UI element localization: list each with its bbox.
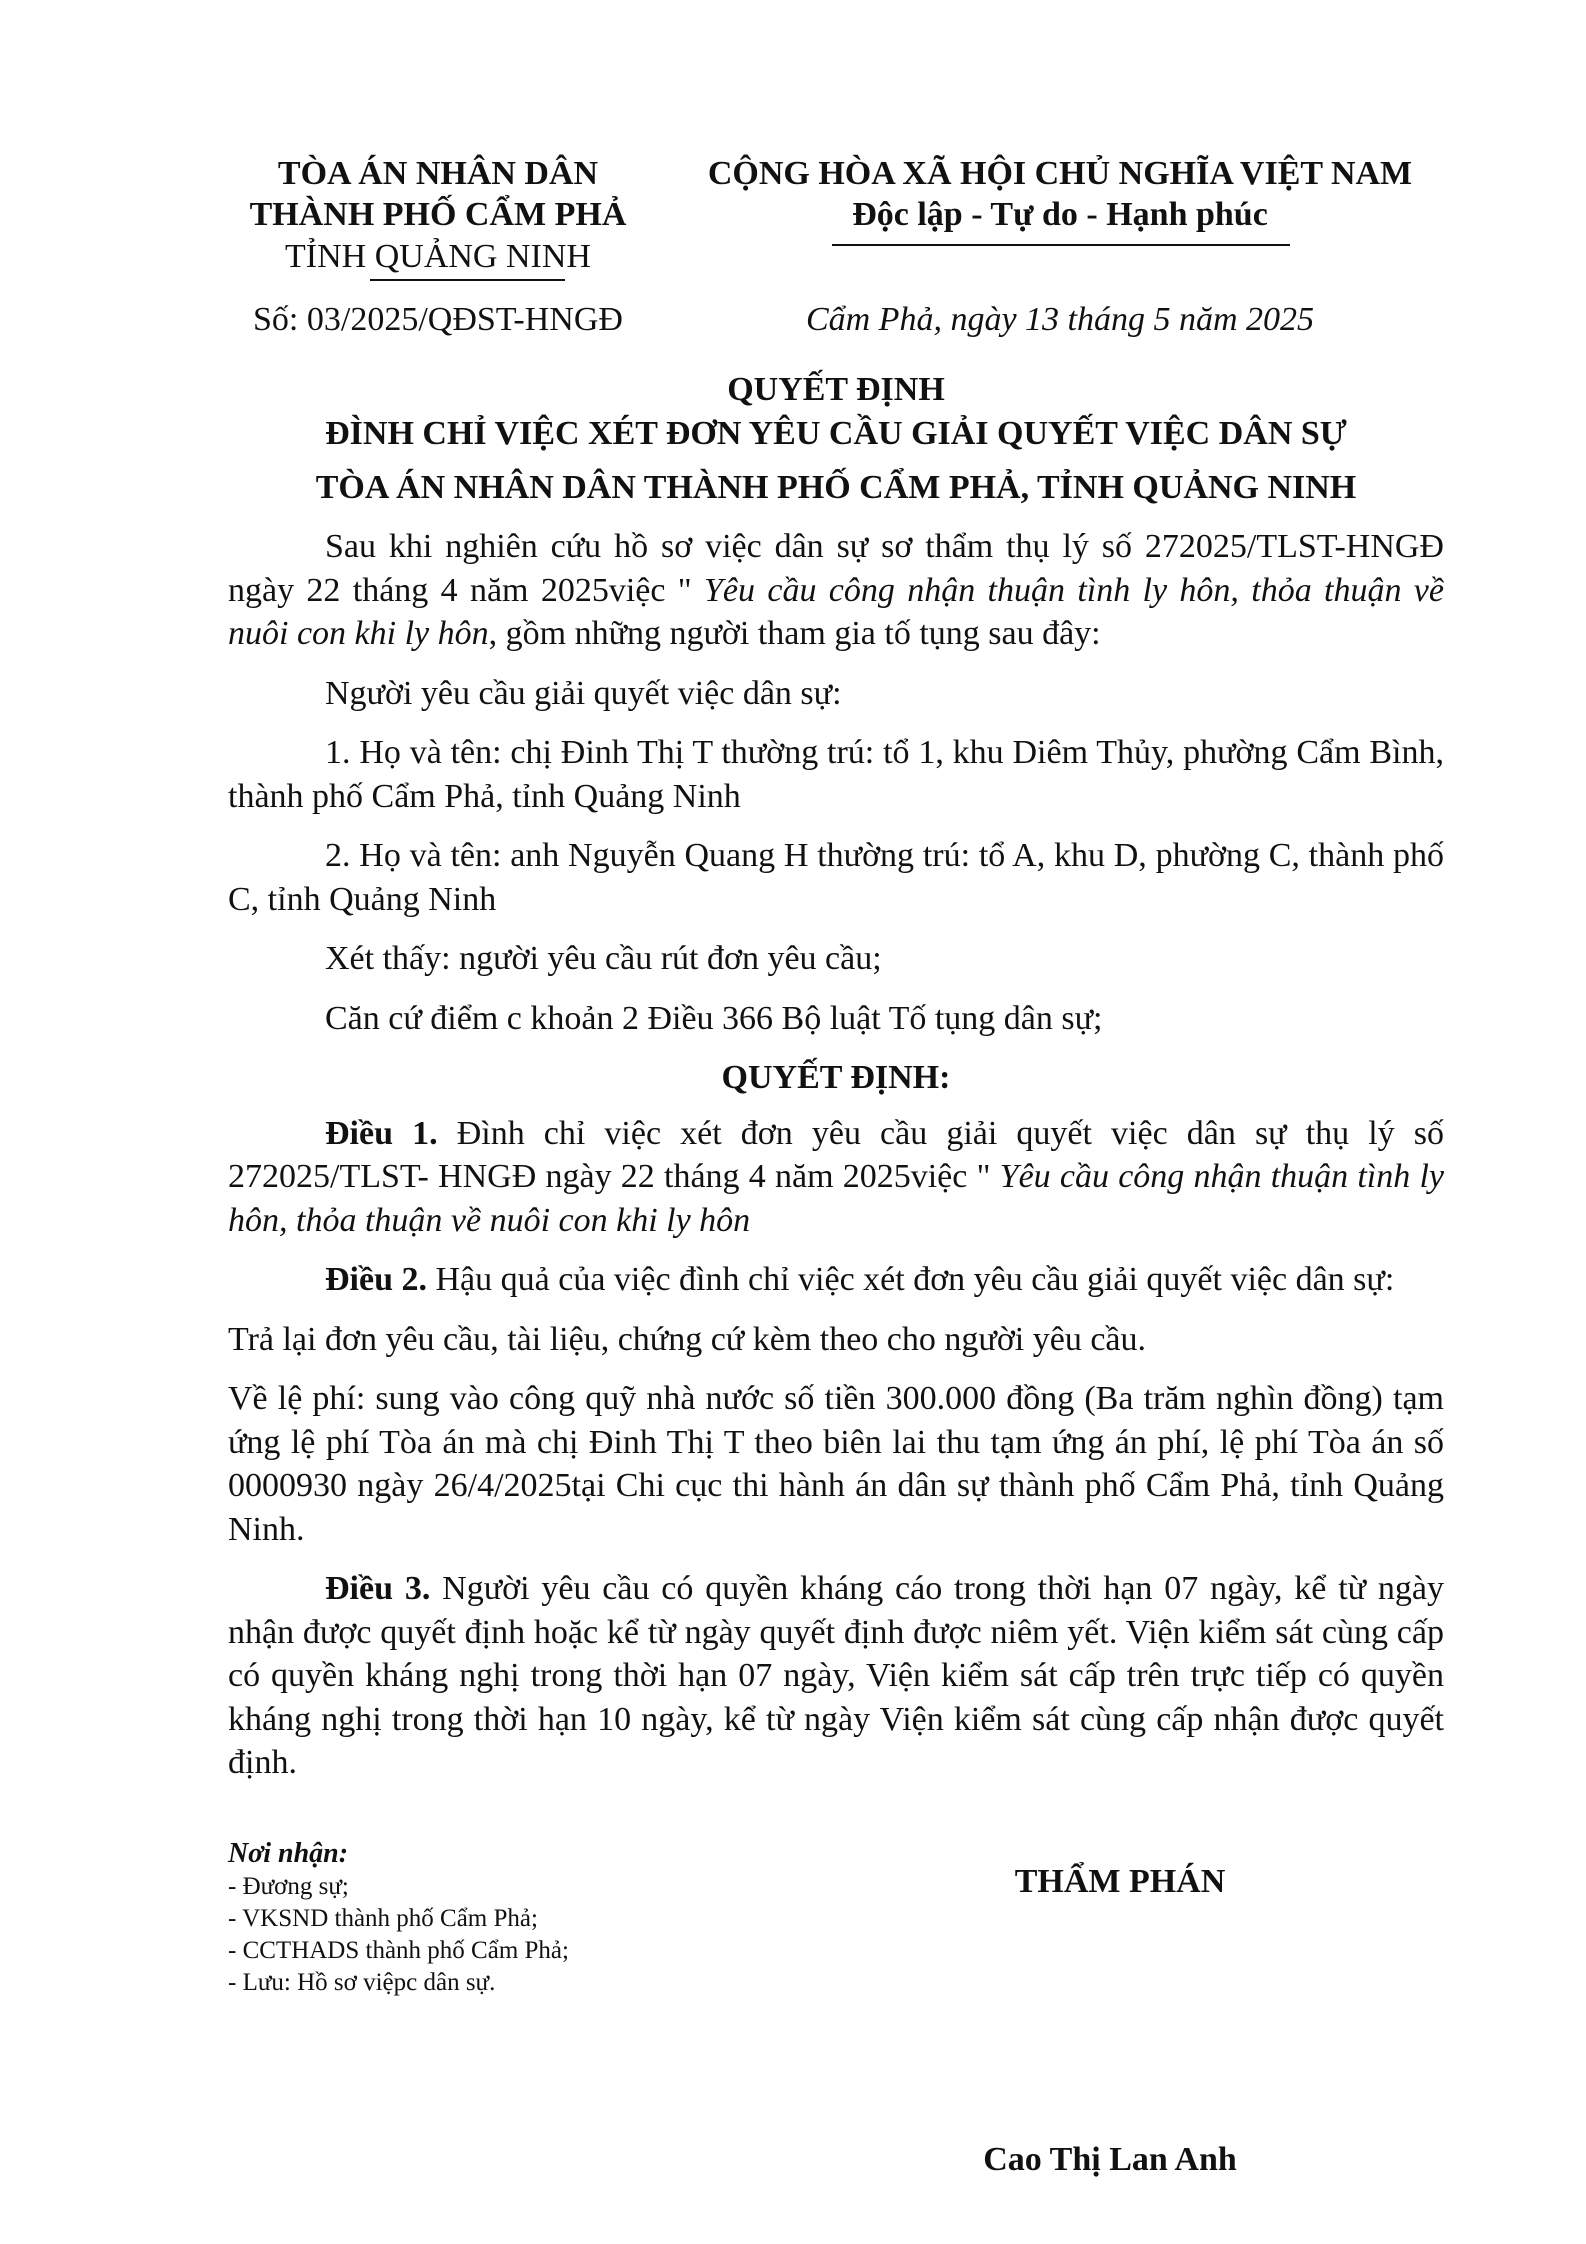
decision-heading: QUYẾT ĐỊNH: <box>721 1059 951 1096</box>
intro-case-name: Yêu cầu công nhận thuận tình ly hôn, thỏa thuận về nuôi con khi ly hôn <box>228 571 1444 652</box>
national-motto: Độc lập - Tự do - Hạnh phúc <box>852 196 1268 233</box>
article-2 <box>228 1258 1444 1302</box>
document-number: Số: 03/2025/QĐST-HNGĐ <box>253 301 623 338</box>
signer-title: THẨM PHÁN <box>1014 1863 1226 1900</box>
country-name: CỘNG HÒA XÃ HỘI CHỦ NGHĨA VIỆT NAM <box>707 155 1413 192</box>
article-2-text: Hậu quả của việc đình chỉ việc xét đơn yêu cầu giải quyết việc dân sự: <box>427 1261 1395 1298</box>
court-name-line3: TỈNH QUẢNG NINH <box>285 238 591 275</box>
motto-underline <box>832 244 1290 246</box>
document-title: QUYẾT ĐỊNH <box>727 371 945 408</box>
recipients-block <box>228 1837 728 1999</box>
requesters-label: Người yêu cầu giải quyết việc dân sự: <box>325 674 842 712</box>
intro-text-end: , gồm những người tham gia tố tụng sau đây: <box>488 615 1101 652</box>
article-1-label: Điều 1. <box>325 1114 438 1152</box>
recipient-item: - Đương sự; <box>228 1873 349 1900</box>
article-1 <box>228 1112 1444 1243</box>
legal-basis: Căn cứ điểm c khoản 2 Điều 366 Bộ luật Tố tụng dân sự; <box>325 999 1103 1037</box>
intro-paragraph <box>228 525 1444 656</box>
place-date: Cẩm Phả, ngày 13 tháng 5 năm 2025 <box>805 301 1315 338</box>
court-name-underline <box>370 279 565 281</box>
intro-text: Sau khi nghiên cứu hồ sơ việc dân sự sơ thẩm thụ lý số 272025/TLST-HNGĐ ngày 22 tháng 4 năm 2025việc " <box>228 528 1444 609</box>
article-1-case-name: Yêu cầu công nhận thuận tình ly hôn, thỏa thuận về nuôi con khi ly hôn <box>228 1158 1445 1239</box>
article-3 <box>228 1567 1444 1785</box>
fee-paragraph: Về lệ phí: sung vào công quỹ nhà nước số tiền 300.000 đồng (Ba trăm nghìn đồng) tạm ứng lệ phí Tòa án mà chị Đinh Thị T theo biên lai thu tạm ứng án phí, lệ phí Tòa án số 0000930 ngày 26/4/2025tại Chi cục thi hành án dân sự thành phố Cẩm Phả, tỉnh Quảng Ninh. <box>228 1380 1444 1548</box>
return-documents: Trả lại đơn yêu cầu, tài liệu, chứng cứ kèm theo cho người yêu cầu. <box>228 1320 1147 1358</box>
signer-name: Cao Thị Lan Anh <box>983 2141 1237 2178</box>
court-name-line1: TÒA ÁN NHÂN DÂN <box>277 155 599 192</box>
article-3-text: Người yêu cầu có quyền kháng cáo trong thời hạn 07 ngày, kể từ ngày nhận được quyết định hoặc kể từ ngày quyết định được niêm yết. Viện kiểm sát cùng cấp có quyền kháng nghị trong thời hạn 07 ngày, Viện kiểm sát cấp trên trực tiếp có quyền kháng nghị trong thời hạn 10 ngày, kể từ ngày Viện kiểm sát cùng cấp nhận được quyết định. <box>228 1570 1444 1781</box>
requester-2: 2. Họ và tên: anh Nguyễn Quang H thường trú: tổ A, khu D, phường C, thành phố C, tỉnh Quảng Ninh <box>228 837 1444 918</box>
issuing-court: TÒA ÁN NHÂN DÂN THÀNH PHỐ CẨM PHẢ, TỈNH QUẢNG NINH <box>315 469 1357 506</box>
court-name-line2: THÀNH PHỐ CẨM PHẢ <box>249 196 627 233</box>
recipients-title: Nơi nhận: <box>228 1838 349 1869</box>
article-2-label: Điều 2. <box>325 1261 427 1298</box>
recipient-item: - CCTHADS thành phố Cẩm Phả; <box>228 1937 569 1964</box>
recipient-item: - Lưu: Hồ sơ việpc dân sự. <box>228 1969 496 1996</box>
document-body <box>228 525 1444 1801</box>
document-subtitle: ĐÌNH CHỈ VIỆC XÉT ĐƠN YÊU CẦU GIẢI QUYẾT VIỆC DÂN SỰ <box>325 415 1347 452</box>
finding: Xét thấy: người yêu cầu rút đơn yêu cầu; <box>325 940 882 977</box>
article-3-label: Điều 3. <box>325 1570 431 1607</box>
requester-1: 1. Họ và tên: chị Đinh Thị T thường trú: tổ 1, khu Diêm Thủy, phường Cẩm Bình, thành phố Cẩm Phả, tỉnh Quảng Ninh <box>228 734 1444 815</box>
recipient-item: - VKSND thành phố Cẩm Phả; <box>228 1905 538 1932</box>
article-1-text: Đình chỉ việc xét đơn yêu cầu giải quyết việc dân sự thụ lý số 272025/TLST- HNGĐ ngày 22 tháng 4 năm 2025việc " <box>228 1114 1445 1195</box>
